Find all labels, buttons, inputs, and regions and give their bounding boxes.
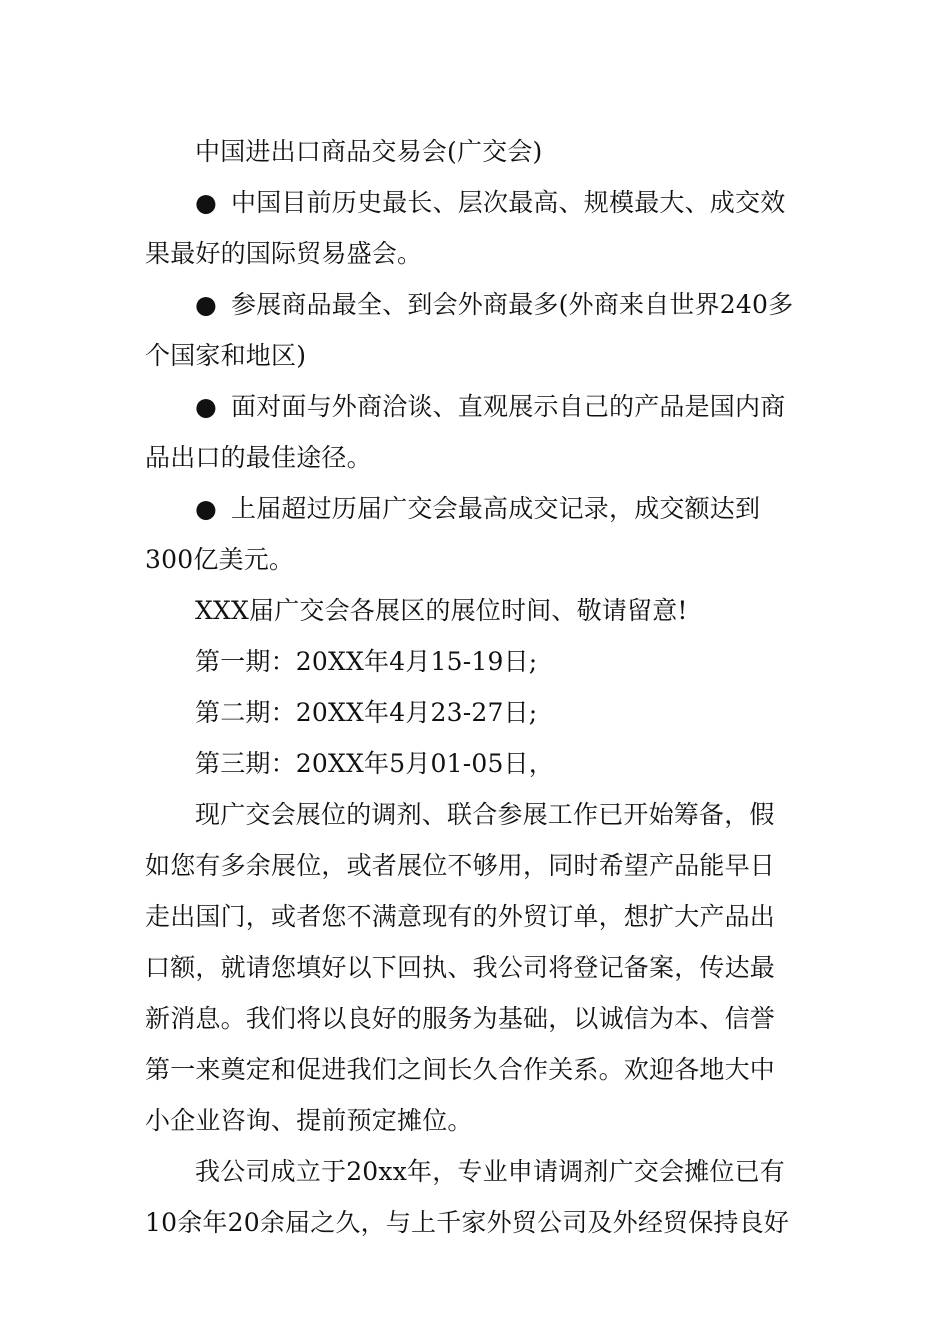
bullet-text-line1: 中国目前历史最长、层次最高、规模最大、成交效 xyxy=(231,188,786,217)
bullet-text-line2: 300亿美元。 xyxy=(145,545,295,574)
bullet-text-line2: 个国家和地区) xyxy=(145,341,307,370)
bullet-text-line1: 参展商品最全、到会外商最多(外商来自世界240多 xyxy=(231,290,794,319)
phase-line: 第一期：20XX年4月15-19日; xyxy=(195,647,538,676)
paragraph-1 xyxy=(145,789,808,1146)
document-page xyxy=(145,126,808,1248)
bullet-text-line1: 上届超过历届广交会最高成交记录，成交额达到 xyxy=(231,494,761,523)
bullet-item xyxy=(145,381,808,483)
paragraph-line: 我公司成立于20xx年，专业申请调剂广交会摊位已有 xyxy=(195,1157,786,1186)
paragraph-2 xyxy=(145,1146,808,1248)
paragraph-line: 10余年20余届之久，与上千家外贸公司及外经贸保持良好 xyxy=(145,1208,790,1237)
paragraph-line: 第一来奠定和促进我们之间长久合作关系。欢迎各地大中 xyxy=(145,1055,776,1084)
bullet-item xyxy=(145,279,808,381)
paragraph-line: 走出国门，或者您不满意现有的外贸订单，想扩大产品出 xyxy=(145,902,776,931)
bullet-icon: ● xyxy=(195,494,218,523)
bullet-item xyxy=(145,483,808,585)
bullet-icon: ● xyxy=(195,392,218,421)
paragraph-line: 现广交会展位的调剂、联合参展工作已开始筹备，假 xyxy=(195,800,775,829)
phase-line: 第二期：20XX年4月23-27日; xyxy=(195,698,538,727)
paragraph-line: 口额，就请您填好以下回执、我公司将登记备案，传达最 xyxy=(145,953,776,982)
bullet-icon: ● xyxy=(195,290,218,319)
paragraph-line: 如您有多余展位，或者展位不够用，同时希望产品能早日 xyxy=(145,851,776,880)
bullet-text-line2: 品出口的最佳途径。 xyxy=(145,443,372,472)
document-title-line: 中国进出口商品交易会(广交会) xyxy=(195,137,543,166)
bullet-text-line2: 果最好的国际贸易盛会。 xyxy=(145,239,423,268)
bullet-text-line1: 面对面与外商洽谈、直观展示自己的产品是国内商 xyxy=(231,392,786,421)
schedule-intro: XXX届广交会各展区的展位时间、敬请留意! xyxy=(195,596,688,625)
phase-line: 第三期：20XX年5月01-05日， xyxy=(195,749,554,778)
paragraph-line: 新消息。我们将以良好的服务为基础，以诚信为本、信誉 xyxy=(145,1004,776,1033)
bullet-item xyxy=(145,177,808,279)
paragraph-line: 小企业咨询、提前预定摊位。 xyxy=(145,1106,473,1135)
bullet-icon: ● xyxy=(195,188,218,217)
